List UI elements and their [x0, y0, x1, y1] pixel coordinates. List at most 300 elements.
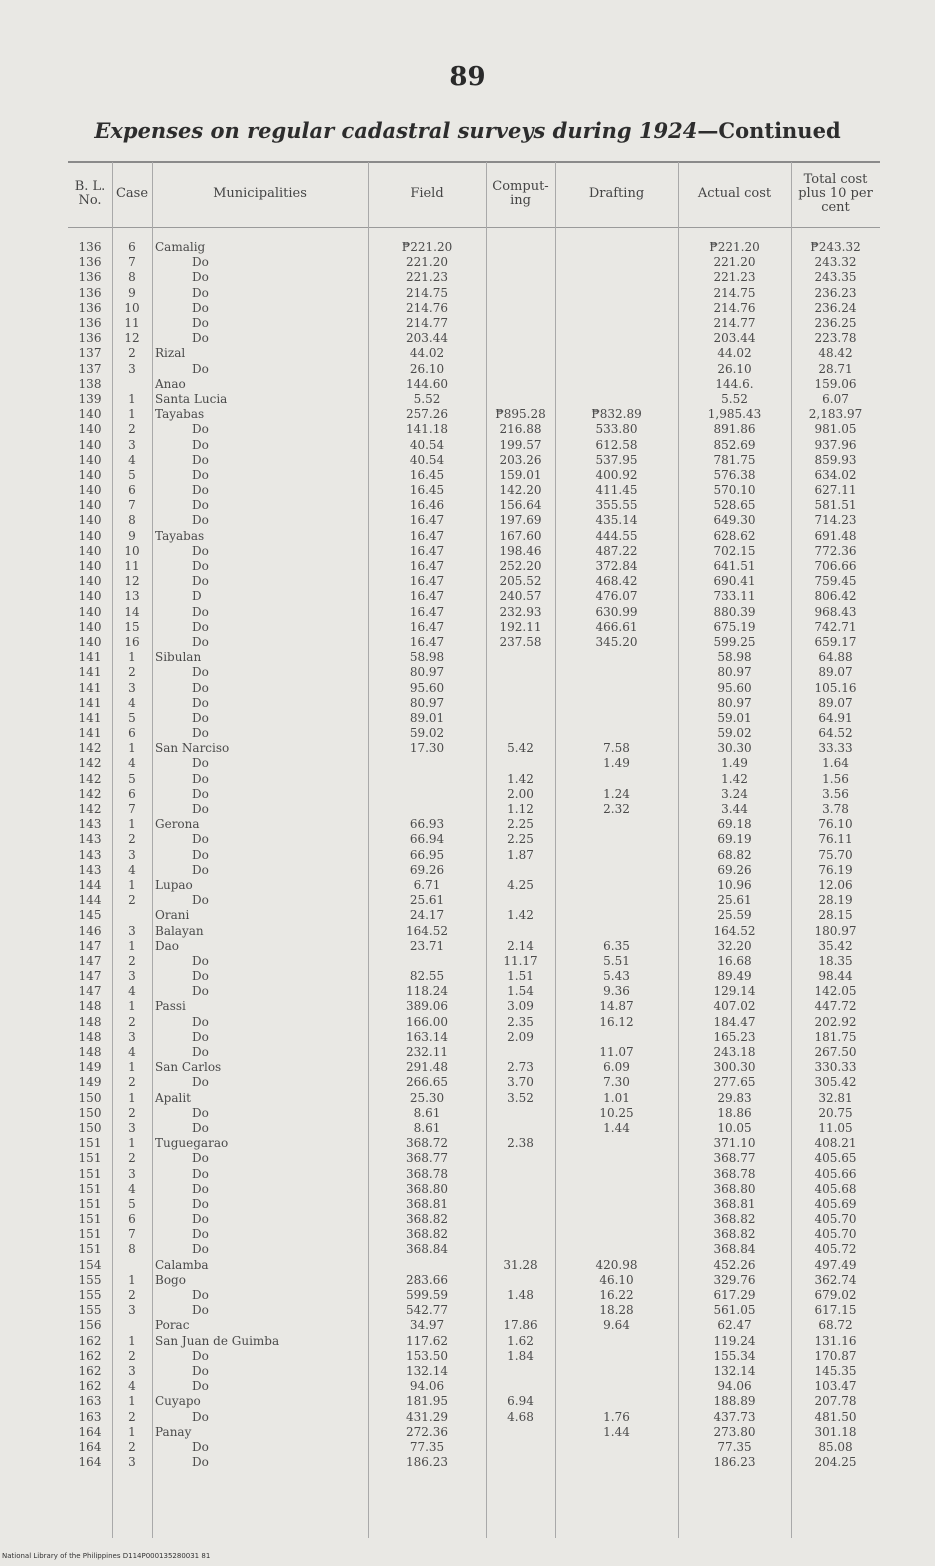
municipality-cell: San Juan de Guimba [155, 1333, 280, 1348]
case-cell: 2 [128, 893, 136, 908]
field-cell: 44.02 [409, 346, 445, 361]
actual-cost-cell: 371.10 [713, 1136, 756, 1151]
table-row [68, 832, 880, 847]
municipality-cell: Do [192, 1227, 209, 1242]
total-cost-cell: 759.45 [814, 574, 857, 589]
municipality-cell: Do [192, 1151, 209, 1166]
field-cell: 95.60 [409, 680, 445, 695]
drafting-cell [555, 1166, 678, 1181]
actual-cost-cell: 891.86 [713, 422, 756, 437]
drafting-cell: 466.61 [595, 619, 638, 634]
total-cost-cell: 76.19 [818, 862, 853, 877]
actual-cost-cell: 5.52 [721, 391, 748, 406]
drafting-cell: 16.12 [599, 1014, 634, 1029]
case-cell: 3 [128, 923, 136, 938]
actual-cost-cell: 214.75 [713, 285, 756, 300]
municipality-cell: Passi [155, 999, 186, 1014]
total-cost-cell: 76.10 [818, 817, 853, 832]
municipality-cell: Anao [155, 376, 186, 391]
bl-no-cell: 148 [78, 999, 102, 1014]
total-cost-cell: 33.33 [818, 741, 853, 756]
municipality-cell: Orani [155, 908, 190, 923]
actual-cost-cell: 89.49 [717, 969, 752, 984]
computing-cell [486, 1227, 555, 1242]
field-cell: 166.00 [406, 1014, 448, 1029]
field-cell: 221.23 [406, 270, 448, 285]
actual-cost-cell: 155.34 [713, 1348, 756, 1363]
total-cost-cell: 35.42 [818, 938, 853, 953]
table-row [68, 908, 880, 923]
case-cell: 6 [128, 1212, 136, 1227]
computing-cell [486, 392, 555, 407]
page-title [0, 118, 935, 143]
table-row [68, 650, 880, 665]
municipality-cell: Do [192, 1409, 209, 1424]
computing-cell [486, 1303, 555, 1318]
case-cell: 4 [128, 452, 136, 467]
bl-no-cell: 141 [78, 710, 102, 725]
table-row [68, 574, 880, 589]
field-cell: 17.30 [409, 741, 445, 756]
total-cost-cell: 243.35 [814, 270, 857, 285]
municipality-cell: Do [192, 953, 209, 968]
drafting-cell [555, 1242, 678, 1257]
municipality-cell: Porac [155, 1318, 190, 1333]
bl-no-cell: 150 [78, 1105, 102, 1120]
field-cell: 6.71 [413, 877, 441, 892]
municipality-cell: Do [192, 1242, 209, 1257]
table-row [68, 513, 880, 528]
field-cell [368, 787, 486, 802]
case-cell: 5 [128, 710, 136, 725]
table-row [68, 1409, 880, 1424]
bl-no-cell: 140 [78, 619, 102, 634]
field-cell: 16.47 [409, 513, 445, 528]
field-cell: 144.60 [406, 376, 448, 391]
municipality-cell: Do [192, 710, 209, 725]
case-cell: 10 [124, 300, 140, 315]
field-cell: 186.23 [406, 1455, 448, 1470]
municipality-cell: Do [192, 756, 209, 771]
case-cell: 12 [124, 331, 140, 346]
municipality-cell: Apalit [155, 1090, 191, 1105]
table-row [68, 741, 880, 756]
field-cell: 214.76 [406, 300, 448, 315]
bl-no-cell: 154 [78, 1257, 102, 1272]
total-cost-cell: 447.72 [814, 999, 857, 1014]
bl-no-cell: 136 [78, 316, 102, 331]
actual-cost-cell: 29.83 [717, 1090, 752, 1105]
municipality-cell: Bogo [155, 1272, 186, 1287]
actual-cost-cell: 203.44 [713, 331, 756, 346]
table-row [68, 1106, 880, 1121]
bl-no-cell: 164 [78, 1424, 102, 1439]
case-cell: 5 [128, 1196, 136, 1211]
computing-cell: 1.42 [507, 908, 534, 923]
table-row [68, 377, 880, 392]
drafting-cell [555, 711, 678, 726]
page-title-main: Expenses on regular cadastral surveys during 1924 [94, 118, 698, 143]
drafting-cell: 444.55 [595, 528, 638, 543]
field-cell: 389.06 [406, 999, 448, 1014]
field-cell: ₱221.20 [401, 240, 453, 255]
actual-cost-cell: 132.14 [713, 1363, 756, 1378]
case-cell [112, 1318, 152, 1333]
bl-no-cell: 140 [78, 604, 102, 619]
municipality-cell: Do [192, 1212, 209, 1227]
table-row [68, 1242, 880, 1257]
municipality-cell: Lupao [155, 877, 193, 892]
bl-no-cell: 136 [78, 240, 102, 255]
case-cell: 9 [128, 528, 136, 543]
field-cell: 26.10 [409, 361, 445, 376]
drafting-cell: 487.22 [595, 543, 638, 558]
case-cell: 1 [128, 999, 136, 1014]
table-row [68, 1349, 880, 1364]
drafting-cell [555, 255, 678, 270]
drafting-cell [555, 286, 678, 301]
actual-cost-cell: 221.23 [713, 270, 756, 285]
total-cost-cell: 6.07 [822, 391, 849, 406]
actual-cost-cell: 570.10 [713, 483, 756, 498]
drafting-cell [555, 1182, 678, 1197]
municipality-cell: Do [192, 665, 209, 680]
drafting-cell: 2.32 [603, 802, 630, 817]
total-cost-cell: 659.17 [814, 634, 857, 649]
bl-no-cell: 162 [78, 1333, 102, 1348]
drafting-cell: 16.22 [599, 1288, 634, 1303]
table-row [68, 1318, 880, 1333]
actual-cost-cell: 188.89 [713, 1394, 756, 1409]
actual-cost-cell: 273.80 [713, 1424, 756, 1439]
field-cell: 232.11 [406, 1045, 448, 1060]
field-cell: 80.97 [409, 665, 445, 680]
case-cell: 2 [128, 832, 136, 847]
field-cell: 34.97 [409, 1318, 445, 1333]
table-row [68, 1136, 880, 1151]
table-row [68, 635, 880, 650]
case-cell: 2 [128, 1348, 136, 1363]
total-cost-cell: 714.23 [814, 513, 857, 528]
total-cost-cell: 405.70 [814, 1212, 857, 1227]
actual-cost-cell: 368.82 [713, 1212, 756, 1227]
drafting-cell: 468.42 [595, 574, 638, 589]
table-row [68, 954, 880, 969]
municipality-cell: Do [192, 452, 209, 467]
actual-cost-cell: ₱221.20 [709, 240, 760, 255]
field-cell: 59.02 [409, 726, 445, 741]
total-cost-cell: 64.91 [818, 710, 853, 725]
total-cost-cell: 3.78 [822, 802, 849, 817]
field-cell: 283.66 [406, 1272, 448, 1287]
municipality-cell: Do [192, 437, 209, 452]
actual-cost-cell: 18.86 [717, 1105, 752, 1120]
actual-cost-cell: 880.39 [713, 604, 756, 619]
total-cost-cell: 2,183.97 [808, 407, 863, 422]
bl-no-cell: 145 [78, 908, 102, 923]
bl-no-cell: 148 [78, 1029, 102, 1044]
drafting-cell [555, 848, 678, 863]
total-cost-cell: 330.33 [814, 1060, 857, 1075]
drafting-cell: 476.07 [595, 589, 638, 604]
computing-cell [486, 316, 555, 331]
total-cost-cell: 301.18 [814, 1424, 857, 1439]
actual-cost-cell: 1.49 [721, 756, 748, 771]
drafting-cell [555, 893, 678, 908]
computing-cell: 1.84 [507, 1348, 534, 1363]
computing-cell: 2.73 [507, 1060, 534, 1075]
total-cost-cell: 362.74 [814, 1272, 857, 1287]
field-cell [368, 954, 486, 969]
case-cell: 4 [128, 1379, 136, 1394]
drafting-cell [555, 301, 678, 316]
footer-credit: National Library of the Philippines D114P000135280031 81 [2, 1552, 211, 1560]
drafting-cell [555, 832, 678, 847]
actual-cost-cell: 3.24 [721, 786, 748, 801]
table-row [68, 544, 880, 559]
drafting-cell: 612.58 [595, 437, 638, 452]
bl-no-cell: 147 [78, 969, 102, 984]
header-field: Field [410, 186, 444, 201]
actual-cost-cell: 214.77 [713, 316, 756, 331]
computing-cell [486, 255, 555, 270]
drafting-cell: 537.95 [595, 452, 638, 467]
actual-cost-cell: 59.02 [717, 726, 752, 741]
computing-cell [486, 680, 555, 695]
drafting-cell: 435.14 [595, 513, 638, 528]
municipality-cell: Do [192, 574, 209, 589]
drafting-cell: 46.10 [599, 1272, 634, 1287]
field-cell: 266.65 [406, 1075, 448, 1090]
case-cell: 11 [124, 316, 140, 331]
bl-no-cell: 150 [78, 1120, 102, 1135]
municipality-cell: Panay [155, 1424, 192, 1439]
municipality-cell: Do [192, 1363, 209, 1378]
table-row [68, 437, 880, 452]
drafting-cell: 9.64 [603, 1318, 630, 1333]
field-cell: 368.82 [406, 1227, 448, 1242]
total-cost-cell: 405.65 [814, 1151, 857, 1166]
field-cell: 16.46 [409, 498, 445, 513]
bl-no-cell: 148 [78, 1014, 102, 1029]
field-cell: 80.97 [409, 695, 445, 710]
computing-cell [486, 346, 555, 361]
bl-no-cell: 147 [78, 953, 102, 968]
bl-no-cell: 140 [78, 437, 102, 452]
total-cost-cell: 3.56 [822, 786, 849, 801]
drafting-cell [555, 270, 678, 285]
bl-no-cell: 137 [78, 361, 102, 376]
computing-cell [486, 863, 555, 878]
municipality-cell: Dao [155, 938, 179, 953]
bl-no-cell: 140 [78, 634, 102, 649]
computing-cell [486, 1197, 555, 1212]
table-row [68, 620, 880, 635]
field-cell: 214.75 [406, 285, 448, 300]
municipality-cell: Do [192, 984, 209, 999]
computing-cell: 232.93 [499, 604, 542, 619]
bl-no-cell: 141 [78, 665, 102, 680]
computing-cell: 11.17 [503, 953, 538, 968]
bl-no-cell: 136 [78, 331, 102, 346]
table-row [68, 787, 880, 802]
table-row [68, 999, 880, 1014]
field-cell: 16.47 [409, 604, 445, 619]
computing-cell [486, 1106, 555, 1121]
actual-cost-cell: 300.30 [713, 1060, 756, 1075]
case-cell: 3 [128, 1455, 136, 1470]
actual-cost-cell: 25.61 [717, 893, 752, 908]
case-cell: 4 [128, 862, 136, 877]
table-row [68, 680, 880, 695]
drafting-cell: 5.51 [603, 953, 630, 968]
computing-cell: 197.69 [499, 513, 542, 528]
computing-cell: 159.01 [499, 467, 542, 482]
actual-cost-cell: 214.76 [713, 300, 756, 315]
case-cell: 7 [128, 1227, 136, 1242]
field-cell: 16.47 [409, 559, 445, 574]
field-cell: 24.17 [409, 908, 445, 923]
actual-cost-cell: 44.02 [717, 346, 752, 361]
field-cell: 431.29 [406, 1409, 448, 1424]
field-cell: 272.36 [406, 1424, 448, 1439]
table-row [68, 1334, 880, 1349]
table-row [68, 939, 880, 954]
drafting-cell: 6.09 [603, 1060, 630, 1075]
drafting-cell [555, 726, 678, 741]
table-row [68, 1303, 880, 1318]
total-cost-cell: 28.71 [818, 361, 853, 376]
actual-cost-cell: 62.47 [717, 1318, 752, 1333]
field-cell: 8.61 [413, 1120, 441, 1135]
computing-cell: 205.52 [499, 574, 542, 589]
total-cost-cell: 202.92 [814, 1014, 857, 1029]
actual-cost-cell: 368.80 [713, 1181, 756, 1196]
total-cost-cell: 405.69 [814, 1196, 857, 1211]
municipality-cell: Do [192, 802, 209, 817]
computing-cell [486, 711, 555, 726]
total-cost-cell: 806.42 [814, 589, 857, 604]
table-row [68, 270, 880, 285]
case-cell: 2 [128, 1075, 136, 1090]
bl-no-cell: 140 [78, 467, 102, 482]
total-cost-cell: 236.24 [814, 300, 857, 315]
header-actual-cost: Actual cost [697, 186, 772, 201]
drafting-cell: 533.80 [595, 422, 638, 437]
table-row [68, 316, 880, 331]
actual-cost-cell: 3.44 [721, 802, 748, 817]
actual-cost-cell: 77.35 [717, 1439, 752, 1454]
drafting-cell [555, 1151, 678, 1166]
computing-cell [486, 331, 555, 346]
drafting-cell: 10.25 [599, 1105, 634, 1120]
total-cost-cell: 617.15 [814, 1303, 857, 1318]
bl-no-cell: 156 [78, 1318, 102, 1333]
bl-no-cell: 163 [78, 1394, 102, 1409]
table-row [68, 923, 880, 938]
case-cell: 1 [128, 391, 136, 406]
computing-cell: 1.51 [507, 969, 534, 984]
bl-no-cell: 162 [78, 1379, 102, 1394]
drafting-cell: 6.35 [603, 938, 630, 953]
case-cell: 6 [128, 483, 136, 498]
field-cell: 77.35 [409, 1439, 445, 1454]
computing-cell: 1.48 [507, 1288, 534, 1303]
computing-cell: 2.25 [507, 817, 534, 832]
table-row [68, 1075, 880, 1090]
computing-cell: 237.58 [499, 634, 542, 649]
computing-cell [486, 1242, 555, 1257]
bl-no-cell: 151 [78, 1242, 102, 1257]
total-cost-cell: 236.23 [814, 285, 857, 300]
actual-cost-cell: 561.05 [713, 1303, 756, 1318]
municipality-cell: Do [192, 1166, 209, 1181]
total-cost-cell: 48.42 [818, 346, 853, 361]
field-cell: 368.81 [406, 1196, 448, 1211]
computing-cell [486, 1364, 555, 1379]
bl-no-cell: 151 [78, 1227, 102, 1242]
total-cost-cell: 742.71 [814, 619, 857, 634]
municipality-cell: Do [192, 316, 209, 331]
total-cost-cell: 243.32 [814, 255, 857, 270]
municipality-cell: Do [192, 726, 209, 741]
actual-cost-cell: 129.14 [713, 984, 756, 999]
computing-cell: 1.62 [507, 1333, 534, 1348]
total-cost-cell: ₱243.32 [810, 240, 861, 255]
total-cost-cell: 481.50 [814, 1409, 857, 1424]
total-cost-cell: 159.06 [814, 376, 857, 391]
municipality-cell: Tayabas [155, 407, 205, 422]
computing-cell [486, 756, 555, 771]
bl-no-cell: 151 [78, 1136, 102, 1151]
actual-cost-cell: 119.24 [713, 1333, 756, 1348]
table-row [68, 468, 880, 483]
computing-cell: 167.60 [499, 528, 542, 543]
computing-cell: 203.26 [499, 452, 542, 467]
computing-cell: 252.20 [499, 559, 542, 574]
municipality-cell: Tayabas [155, 528, 205, 543]
bl-no-cell: 140 [78, 498, 102, 513]
total-cost-cell: 89.07 [818, 665, 853, 680]
header-municipalities: Municipalities [213, 186, 307, 201]
table-row [68, 756, 880, 771]
bl-no-cell: 136 [78, 285, 102, 300]
actual-cost-cell: 186.23 [713, 1455, 756, 1470]
drafting-cell: 7.58 [603, 741, 630, 756]
drafting-cell [555, 316, 678, 331]
actual-cost-cell: 95.60 [717, 680, 752, 695]
field-cell: 89.01 [409, 710, 445, 725]
municipality-cell: Do [192, 862, 209, 877]
page-title-suffix: —Continued [697, 118, 841, 143]
municipality-cell: Do [192, 680, 209, 695]
field-cell: 40.54 [409, 452, 445, 467]
computing-cell: 1.87 [507, 847, 534, 862]
actual-cost-cell: 32.20 [717, 938, 752, 953]
municipality-cell: Do [192, 604, 209, 619]
municipality-cell: Do [192, 300, 209, 315]
bl-no-cell: 144 [78, 877, 102, 892]
field-cell: 66.93 [409, 817, 445, 832]
bl-no-cell: 140 [78, 574, 102, 589]
table-row [68, 1015, 880, 1030]
table-row [68, 1212, 880, 1227]
municipality-cell: Do [192, 1181, 209, 1196]
actual-cost-cell: 80.97 [717, 665, 752, 680]
actual-cost-cell: 80.97 [717, 695, 752, 710]
table-row [68, 362, 880, 377]
case-cell: 1 [128, 650, 136, 665]
